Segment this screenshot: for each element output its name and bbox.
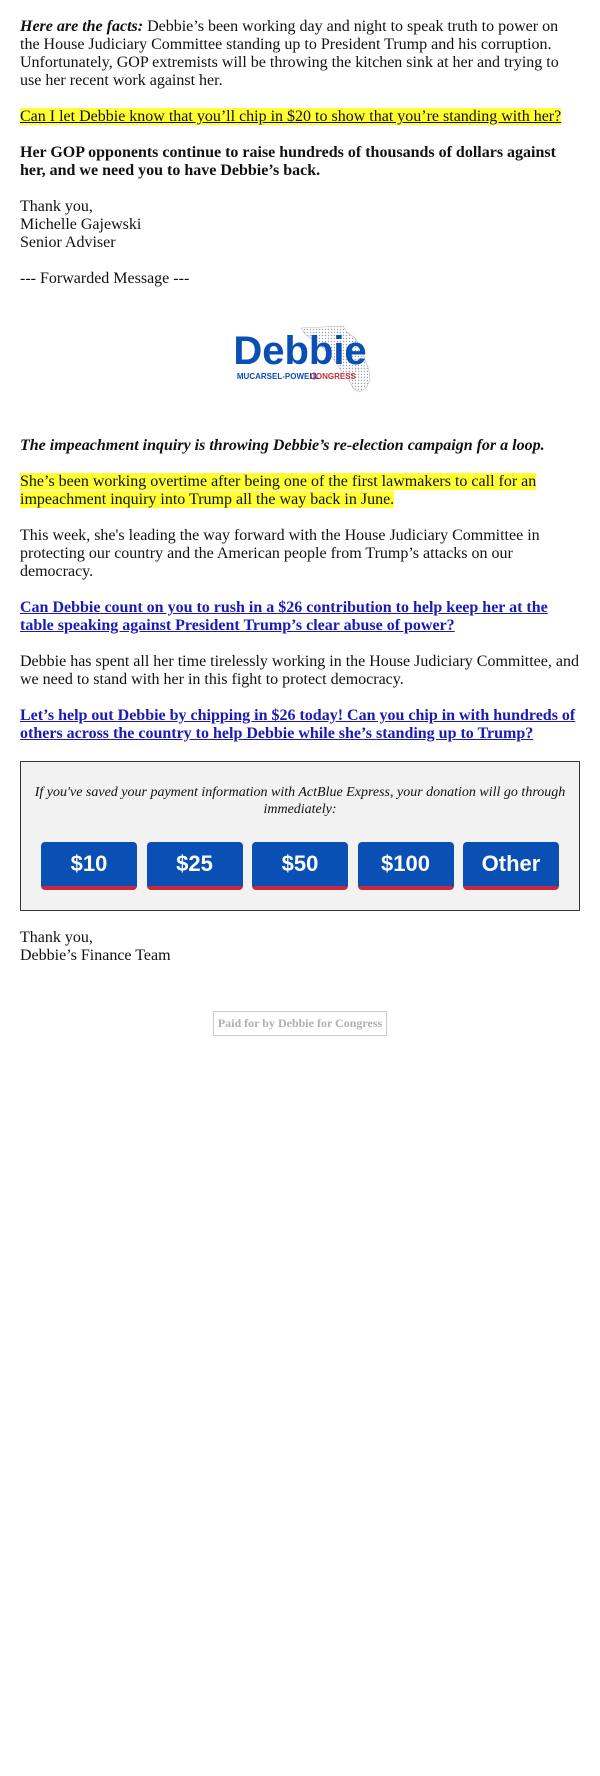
donate-button-100[interactable]: $100	[358, 842, 454, 890]
week-paragraph: This week, she's leading the way forward with the House Judiciary Committee in protecting our country and the American people from Trump’s attacks on our democracy.	[20, 527, 540, 580]
donate-button-other[interactable]: Other	[463, 842, 559, 890]
ask-paragraph-2	[20, 599, 580, 635]
paid-for-disclaimer: Paid for by Debbie for Congress	[213, 1011, 387, 1036]
ask-paragraph-3	[20, 707, 580, 743]
donation-box	[20, 761, 580, 911]
signature-adviser	[20, 198, 580, 252]
donate-button-10[interactable]: $10	[41, 842, 137, 890]
footer	[20, 1011, 580, 1036]
donate-link-26-b[interactable]: Let’s help out Debbie by chipping in $26 today! Can you chip in with hundreds of others across the country to help Debbie while she’s standing up to Trump?	[20, 707, 576, 742]
highlight-paragraph	[20, 473, 580, 509]
donation-button-row	[33, 842, 567, 890]
email-body	[20, 0, 580, 1036]
florida-map-icon	[225, 322, 375, 396]
donate-link-20[interactable]: Can I let Debbie know that you’ll chip in $20 to show that you’re standing with her?	[20, 108, 562, 125]
donate-button-25[interactable]: $25	[147, 842, 243, 890]
signature-title: Senior Adviser	[20, 234, 116, 251]
logo-subtitle-left: MUCARSEL-POWELL	[236, 372, 320, 381]
intro-text: Debbie’s been working day and night to speak truth to power on the House Judiciary Committee standing up to President Trump and his corruption. Unfortunately, GOP extremists will be throwing the kitchen sink at her and trying to use her recent work against her.	[20, 18, 559, 89]
committee-paragraph: Debbie has spent all her time tirelessly working in the House Judiciary Committee, and we need to stand with her in this fight to protect democracy.	[20, 653, 579, 688]
donate-button-50[interactable]: $50	[252, 842, 348, 890]
logo-subtitle-right: CONGRESS	[310, 372, 356, 381]
logo-area	[20, 322, 580, 401]
donate-link-26-a[interactable]: Can Debbie count on you to rush in a $26 contribution to help keep her at the table speaking against President Trump’s clear abuse of power?	[20, 599, 548, 634]
headline: The impeachment inquiry is throwing Debbie’s re-election campaign for a loop.	[20, 437, 545, 454]
signature-name: Debbie’s Finance Team	[20, 947, 171, 964]
intro-lead: Here are the facts:	[20, 18, 144, 35]
intro-paragraph	[20, 18, 580, 90]
signature-closing: Thank you,	[20, 929, 93, 946]
highlight-text: She’s been working overtime after being one of the first lawmakers to call for an impeachment inquiry into Trump all the way back in June.	[20, 473, 537, 508]
forwarded-divider: --- Forwarded Message ---	[20, 270, 190, 287]
actblue-note: If you've saved your payment information with ActBlue Express, your donation will go through immediately:	[34, 785, 566, 817]
gop-paragraph: Her GOP opponents continue to raise hundreds of thousands of dollars against her, and we need you to have Debbie’s back.	[20, 144, 556, 179]
signature-closing: Thank you,	[20, 198, 93, 215]
campaign-logo	[225, 322, 375, 396]
signature-name: Michelle Gajewski	[20, 216, 142, 233]
signature-finance-team	[20, 929, 580, 965]
logo-wordmark: Debbie	[233, 329, 367, 373]
ask-paragraph-1	[20, 108, 580, 126]
